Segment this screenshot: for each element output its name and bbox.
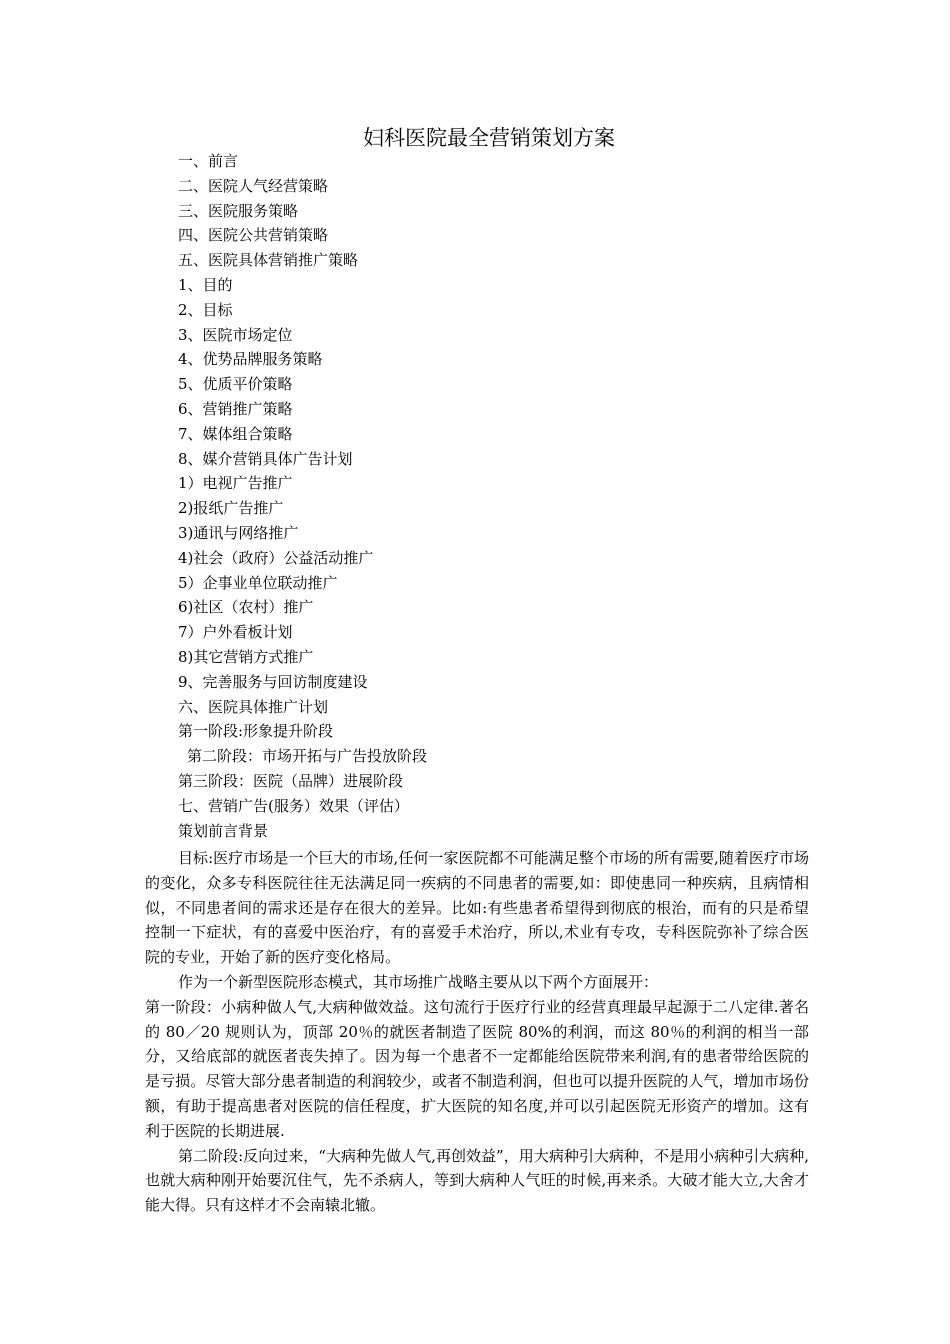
toc-item: 五、医院具体营销推广策略: [178, 251, 359, 270]
toc-item: 七、营销广告(服务）效果（评估）: [178, 796, 409, 815]
toc-item: 7）户外看板计划: [178, 623, 293, 642]
table-of-contents: [178, 149, 427, 843]
toc-item: 二、医院人气经营策略: [178, 176, 329, 195]
toc-item: 第二阶段：市场开拓与广告投放阶段: [187, 747, 428, 766]
toc-item: 第一阶段:形象提升阶段: [178, 722, 334, 741]
toc-item: 6、营销推广策略: [178, 399, 293, 418]
paragraph: 作为一个新型医院形态模式，其市场推广战略主要从以下两个方面展开：: [178, 972, 659, 991]
toc-item: 1、目的: [178, 275, 233, 294]
toc-item: 8)其它营销方式推广: [178, 647, 314, 666]
toc-item: 四、医院公共营销策略: [178, 226, 329, 245]
toc-item: 5）企事业单位联动推广: [178, 573, 338, 592]
toc-item: 策划前言背景: [178, 821, 269, 840]
toc-item: 六、医院具体推广计划: [178, 697, 329, 716]
toc-item: 6)社区（农村）推广: [178, 598, 314, 617]
paragraph: 第一阶段：小病种做人气,大病种做效益。这句流行于医疗行业的经营真理最早起源于二八定律.著名的 80／20 规则认为，顶部 20％的就医者制造了医院 80%的利润，而这 80％的利润的相当一部分，又给底部的就医者丧失掉了。因为每一个患者不一定都能给医院带来利润,有的患者带给医院的是亏损。尽管大部分患者制造的利润较少，或者不制造利润，但也可以提升医院的人气，增加市场份额，有助于提高患者对医院的信任程度，扩大医院的知名度,并可以引起医院无形资产的增加。这有利于医院的长期进展.: [145, 997, 809, 1140]
toc-item: 2、目标: [178, 300, 233, 319]
toc-item: 4、优势品牌服务策略: [178, 350, 323, 369]
toc-item: 8、媒介营销具体广告计划: [178, 449, 353, 468]
toc-item: 三、医院服务策略: [178, 201, 299, 220]
toc-item: 3)通讯与网络推广: [178, 523, 299, 542]
toc-item: 第三阶段：医院（品牌）进展阶段: [178, 771, 404, 790]
toc-item: 2)报纸广告推广: [178, 499, 284, 518]
toc-item: 5、优质平价策略: [178, 375, 293, 394]
paragraph: 第二阶段:反向过来，“大病种先做人气,再创效益”，用大病种引大病种，不是用小病种引大病种,也就大病种刚开始要沉住气，先不杀病人，等到大病种人气旺的时候,再来杀。大破才能大立,大舍才能大得。只有这样才不会南辕北辙。: [145, 1146, 809, 1215]
toc-item: 9、完善服务与回访制度建设: [178, 672, 368, 691]
toc-item: 一、前言: [178, 152, 239, 170]
body-text: [145, 846, 809, 1218]
toc-item: 4)社会（政府）公益活动推广: [178, 548, 374, 567]
toc-item: 7、媒体组合策略: [178, 424, 293, 443]
paragraph: 目标:医疗市场是一个巨大的市场,任何一家医院都不可能满足整个市场的所有需要,随着医疗市场的变化，众多专科医院往往无法满足同一疾病的不同患者的需要,如：即使患同一种疾病，且病情相似，不同患者间的需求还是存在很大的差异。比如:有些患者希望得到彻底的根治，而有的只是希望控制一下症状，有的喜爱中医治疗，有的喜爱手术治疗，所以,术业有专攻，专科医院弥补了综合医院的专业，开始了新的医疗变化格局。: [145, 849, 809, 967]
document-title: 妇科医院最全营销策划方案: [363, 126, 615, 150]
toc-item: 1）电视广告推广: [178, 474, 293, 493]
toc-item: 3、医院市场定位: [178, 325, 293, 344]
